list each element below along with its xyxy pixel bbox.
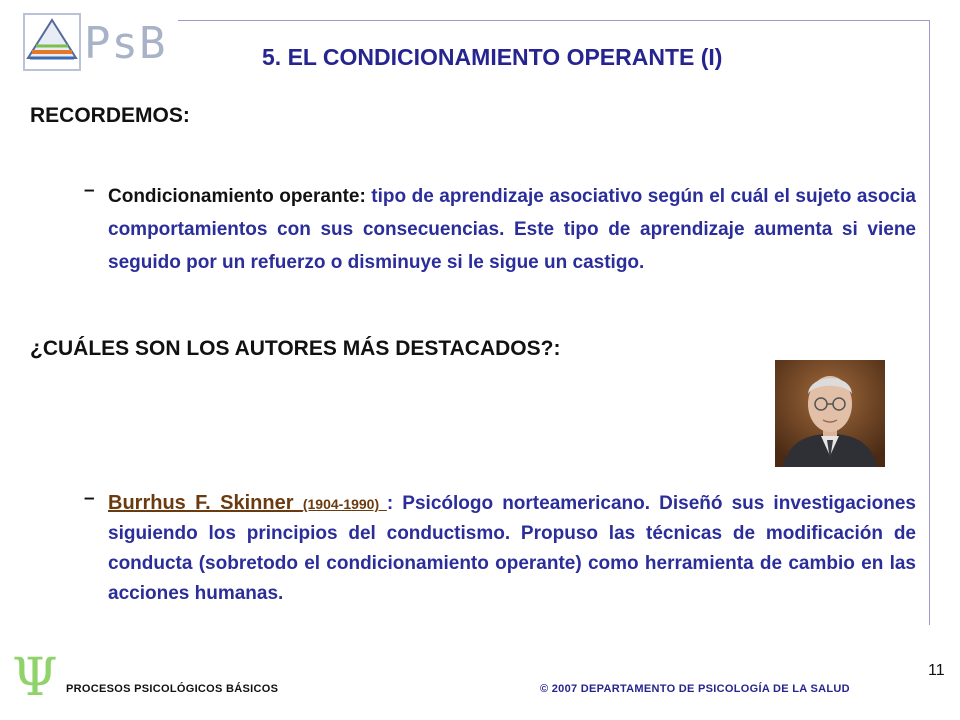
section-heading-recordemos: RECORDEMOS: [30, 104, 190, 127]
page-number: 11 [928, 662, 945, 679]
definition-text: tipo de aprendizaje asociativo según el cuál el sujeto asocia comportamientos con sus consecuencias. Este tipo de aprendizaje aumenta si viene seguido por un refuerzo o disminuye si le sigue un castigo. [108, 186, 916, 273]
bullet-dash: – [84, 488, 95, 509]
psi-logo-icon: Ψ [12, 648, 58, 708]
definition-term: Condicionamiento operante: [108, 186, 366, 207]
section-heading-autores: ¿CUÁLES SON LOS AUTORES MÁS DESTACADOS?: [30, 337, 561, 360]
definition-paragraph [108, 180, 916, 279]
header-rule [178, 20, 930, 21]
bullet-dash: – [84, 180, 95, 201]
author-dates[interactable]: (1904-1990) [302, 496, 387, 512]
author-paragraph [108, 488, 916, 609]
right-border-rule [929, 20, 930, 625]
logo-text: PsB [84, 18, 167, 69]
slide-title: 5. EL CONDICIONAMIENTO OPERANTE (I) [262, 44, 723, 70]
author-description: : Psicólogo norteamericano. Diseñó sus investigaciones siguiendo los principios del conductismo. Propuso las técnicas de modificación de conducta (sobretodo el condicionamiento operante) como herramienta de cambio en las acciones humanas. [108, 493, 916, 604]
skinner-portrait-image [775, 360, 885, 467]
footer-copyright: © 2007 DEPARTAMENTO DE PSICOLOGÍA DE LA SALUD [540, 683, 850, 695]
author-name-link[interactable]: Burrhus F. Skinner [108, 492, 303, 514]
footer-course-name: PROCESOS PSICOLÓGICOS BÁSICOS [66, 683, 279, 695]
psb-logo-icon [22, 12, 82, 72]
